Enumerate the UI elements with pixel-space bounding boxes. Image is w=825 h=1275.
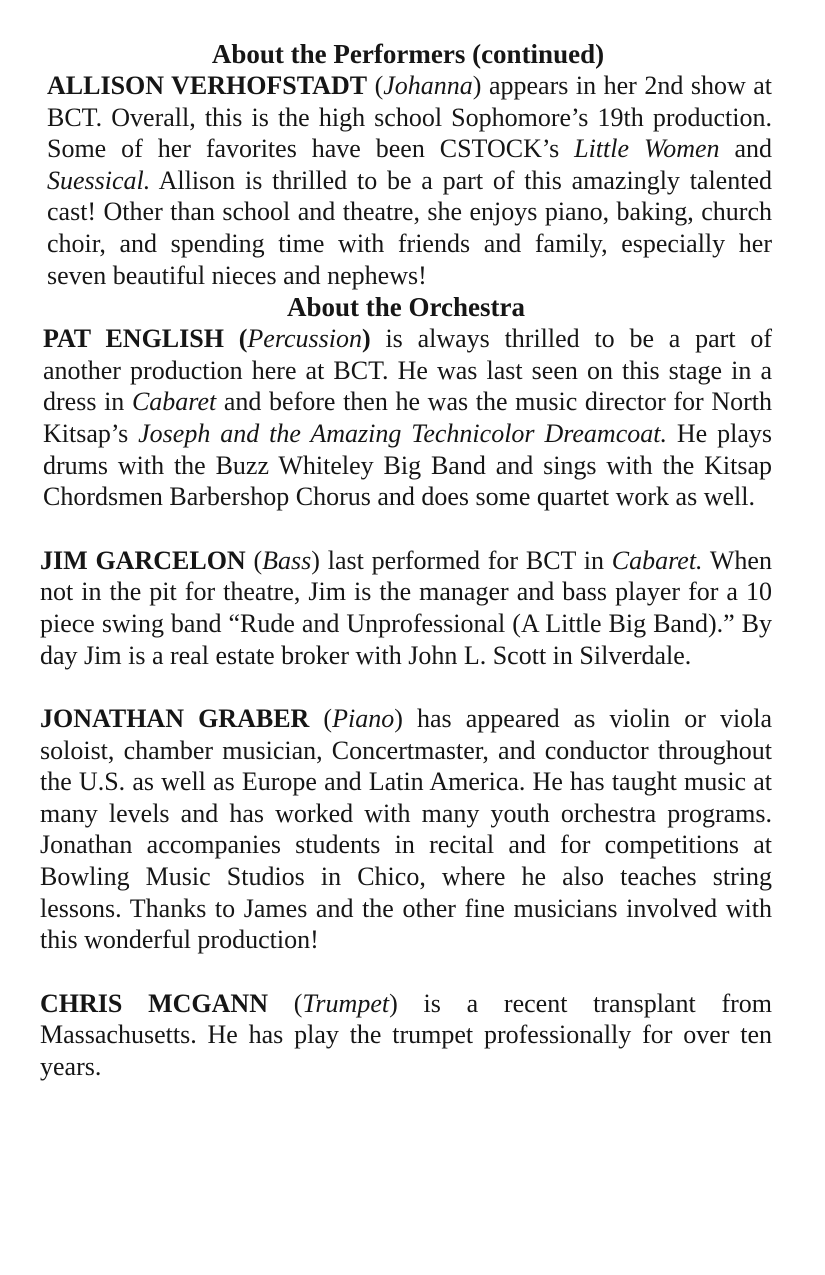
bio-text: is a recent transplant from Massachusetts. He has play the trumpet professionally for over ten years. (40, 988, 772, 1082)
bio-text: and before then he was the music director for North Kitsap’s (43, 387, 772, 448)
performer-name: ALLISON VERHOFSTADT (47, 71, 368, 100)
orchestra-heading: About the Orchestra (287, 292, 525, 323)
bio-allison-verhofstadt: ALLISON VERHOFSTADT (Johanna) appears in her 2nd show at BCT. Overall, this is the high school Sophomore’s 19th production. Some of her favorites have been CSTOCK’s Little Women and Suessical. Allison is thrilled to be a part of this amazingly talented cast! Other than school and theatre, she enjoys piano, baking, church choir, and spending time with friends and family, especially her seven beautiful nieces and nephews! (47, 71, 772, 290)
bio-text: is always thrilled to be a part of another production here at BCT. He was last seen on this stage in a dress in (43, 324, 773, 417)
instrument: Trumpet (302, 988, 390, 1018)
bio-text: He plays drums with the Buzz Whiteley Big Band and sings with the Kitsap Chordsmen Barbershop Chorus and does some quartet work as well. (43, 418, 772, 512)
musician-name: CHRIS MCGANN (40, 988, 268, 1018)
bio-jim-garcelon: JIM GARCELON (Bass) last performed for BCT in Cabaret. When not in the pit for theatre, Jim is the manager and bass player for a 10 piece swing band “Rude and Unprofessional (A Little Big Band).” By day Jim is a real estate broker with John L. Scott in Silverdale. (40, 545, 772, 670)
bio-text: last performed for BCT in (319, 545, 612, 575)
bio-pat-english: PAT ENGLISH (Percussion) is always thrilled to be a part of another production here at BCT. He was last seen on this stage in a dress in Cabaret and before then he was the music director for North Kitsap’s Joseph and the Amazing Technicolor Dreamcoat. He plays drums with the Buzz Whiteley Big Band and sings with the Kitsap Chordsmen Barbershop Chorus and does some quartet work as well. (43, 324, 773, 512)
bio-jonathan-graber: JONATHAN GRABER (Piano) has appeared as violin or viola soloist, chamber musician, Concertmaster, and conductor throughout the U.S. as well as Europe and Latin America. He has taught music at many levels and has worked with many youth orchestra programs. Jonathan accompanies students in recital and for competitions at Bowling Music Studios in Chico, where he also teaches string lessons. Thanks to James and the other fine musicians involved with this wonderful production! (40, 704, 772, 955)
instrument: Piano (332, 704, 395, 734)
bio-text: appears in her 2nd show at BCT. Overall, this is the high school Sophomore’s 19th production. Some of her favorites have been CSTOCK’s (47, 71, 772, 164)
instrument: Bass (262, 545, 312, 575)
show-title: Little Women (574, 134, 720, 164)
paragraph-spacer (40, 956, 772, 988)
show-title: Cabaret. (611, 545, 703, 575)
musician-name: JIM GARCELON (40, 545, 246, 575)
show-title: Joseph and the Amazing Technicolor Dreamcoat. (138, 418, 667, 448)
bio-text: and (719, 134, 772, 164)
character-role: Johanna (383, 71, 473, 100)
paragraph-spacer (40, 513, 772, 545)
program-page (40, 38, 772, 1083)
bio-chris-mcgann: CHRIS MCGANN (Trumpet) is a recent transplant from Massachusetts. He has play the trumpet professionally for over ten years. (40, 988, 772, 1082)
paragraph-spacer (40, 671, 772, 703)
show-title: Suessical. (47, 165, 151, 195)
show-title: Cabaret (131, 387, 217, 417)
performers-continued-heading: About the Performers (continued) (211, 39, 605, 69)
bio-text: When not in the pit for theatre, Jim is the manager and bass player for a 10 piece swing band “Rude and Unprofessional (A Little Big Band).” By day Jim is a real estate broker with John L. Scott in Silverdale. (40, 545, 772, 670)
bio-text: has appeared as violin or viola soloist, chamber musician, Concertmaster, and conductor throughout the U.S. as well as Europe and Latin America. He has taught music at many levels and has worked with many youth orchestra programs. Jonathan accompanies students in recital and for competitions at Bowling Music Studios in Chico, where he also teaches string lessons. Thanks to James and the other fine musicians involved with this wonderful production! (40, 704, 772, 955)
musician-name: JONATHAN GRABER (40, 704, 310, 734)
bio-text: Allison is thrilled to be a part of this amazingly talented cast! Other than school and theatre, she enjoys piano, baking, church choir, and spending time with friends and family, especially her seven beautiful nieces and nephews! (47, 165, 772, 290)
instrument: Percussion (247, 324, 362, 354)
musician-name: PAT ENGLISH (43, 324, 224, 354)
